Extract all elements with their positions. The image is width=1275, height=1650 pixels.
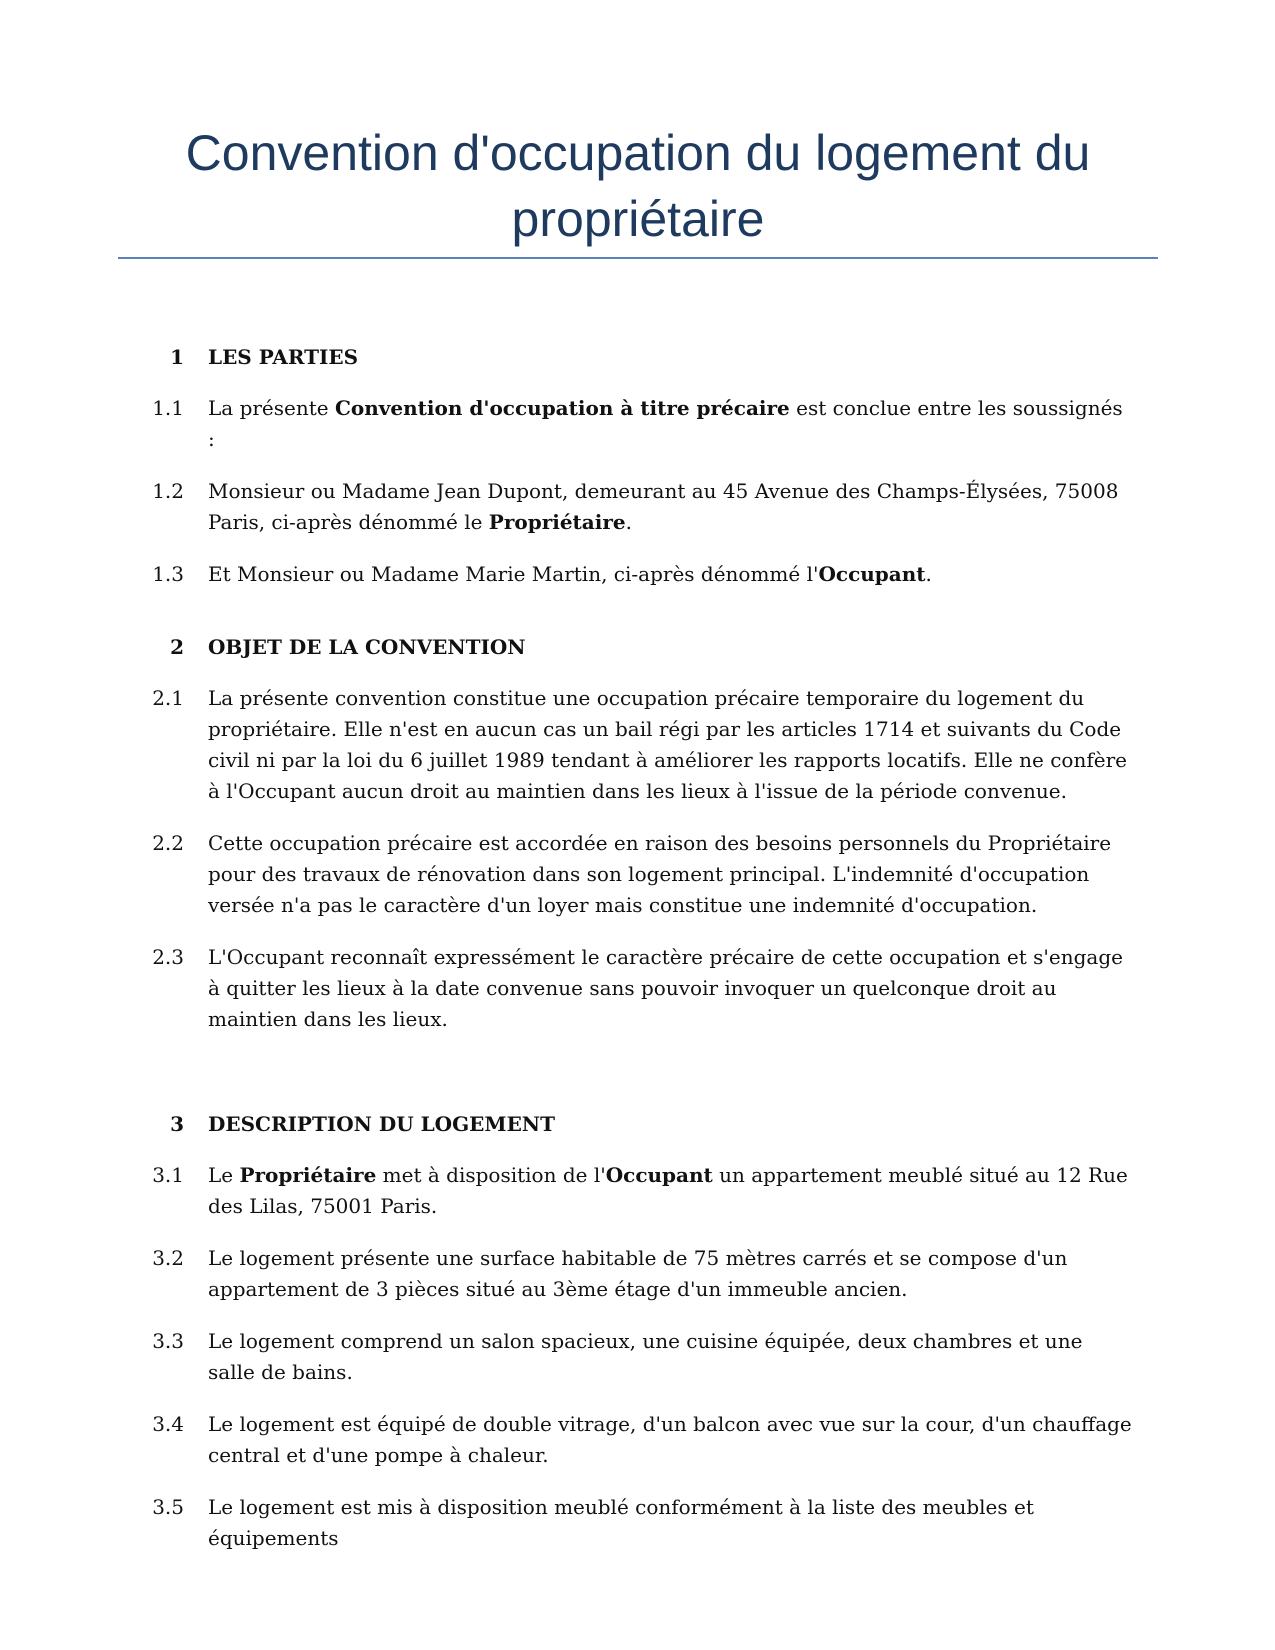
- clause-text-run: un appartement meublé situé au 12 Rue des Lilas, 75001 Paris.: [208, 1163, 1128, 1218]
- clause-text-run: met à disposition de l': [376, 1163, 606, 1187]
- defined-term: Occupant: [818, 562, 926, 586]
- section-title: OBJET DE LA CONVENTION: [208, 635, 526, 659]
- clause-number: 3.2: [152, 1246, 184, 1270]
- clause-text: [208, 828, 1133, 921]
- clause-text-run: La présente: [208, 396, 335, 420]
- clause-number: 2.3: [152, 945, 184, 969]
- title-line-1: Convention d'occupation du logement du: [185, 125, 1091, 181]
- clause-text: [208, 559, 1133, 590]
- defined-term: Occupant: [605, 1163, 713, 1187]
- section-objet-de-la-convention: [0, 632, 1275, 1035]
- clause-text-run: Le logement présente une surface habitable de 75 mètres carrés et se compose d'un appartement de 3 pièces situé au 3ème étage d'un immeuble ancien.: [208, 1246, 1068, 1301]
- clause-text-run: Monsieur ou Madame Jean Dupont, demeurant au 45 Avenue des Champs-Élysées, 75008 Paris, ci-après dénommé le: [208, 479, 1119, 534]
- clause-text: [208, 683, 1133, 807]
- clause-text-run: L'Occupant reconnaît expressément le caractère précaire de cette occupation et s'engage à quitter les lieux à la date convenue sans pouvoir invoquer un quelconque droit au maintien dans les lieux.: [208, 945, 1123, 1031]
- clause-text-run: .: [925, 562, 932, 586]
- clause-number: 2.1: [152, 686, 184, 710]
- clause-number: 1.2: [152, 479, 184, 503]
- clause-text: [208, 1160, 1133, 1222]
- clause-text-run: Le: [208, 1163, 240, 1187]
- clause: [0, 559, 1275, 590]
- clause: [0, 1326, 1275, 1388]
- clause-number: 2.2: [152, 831, 184, 855]
- defined-term: Propriétaire: [239, 1163, 377, 1187]
- clause-text-run: Et Monsieur ou Madame Marie Martin, ci-après dénommé l': [208, 562, 819, 586]
- clause: [0, 1160, 1275, 1222]
- clause-text-run: est conclue entre les soussignés :: [208, 396, 1123, 451]
- clause-text: [208, 1409, 1133, 1471]
- clause: [0, 683, 1275, 807]
- section-title: DESCRIPTION DU LOGEMENT: [208, 1112, 555, 1136]
- section-number: 3: [170, 1112, 184, 1136]
- clause: [0, 1243, 1275, 1305]
- clause: [0, 828, 1275, 921]
- section-heading: [0, 1109, 1275, 1139]
- clause-text: [208, 1492, 1133, 1554]
- clause-text-run: .: [625, 510, 632, 534]
- document-title: [118, 120, 1158, 252]
- clause: [0, 942, 1275, 1035]
- clause-text-run: Le logement est mis à disposition meublé conformément à la liste des meubles et équipements: [208, 1495, 1034, 1550]
- clause-number: 3.3: [152, 1329, 184, 1353]
- section-heading: [0, 632, 1275, 662]
- clause-number: 1.1: [152, 396, 184, 420]
- clause-text-run: La présente convention constitue une occupation précaire temporaire du logement du propriétaire. Elle n'est en aucun cas un bail régi par les articles 1714 et suivants du Code civil ni par la loi du 6 juillet 1989 tendant à améliorer les rapports locatifs. Elle ne confère à l'Occupant aucun droit au maintien dans les lieux à l'issue de la période convenue.: [208, 686, 1127, 803]
- clause-text: [208, 393, 1133, 455]
- clause-text-run: Le logement comprend un salon spacieux, une cuisine équipée, deux chambres et une salle de bains.: [208, 1329, 1083, 1384]
- clause: [0, 476, 1275, 538]
- clause-text: [208, 942, 1133, 1035]
- clause: [0, 393, 1275, 455]
- clause: [0, 1492, 1275, 1554]
- defined-term: Propriétaire: [488, 510, 626, 534]
- clause-number: 3.5: [152, 1495, 184, 1519]
- section-description-du-logement: [0, 1109, 1275, 1554]
- clause-text: [208, 1326, 1133, 1388]
- clause-number: 3.4: [152, 1412, 184, 1436]
- clause: [0, 1409, 1275, 1471]
- clause-number: 1.3: [152, 562, 184, 586]
- section-title: LES PARTIES: [208, 345, 359, 369]
- title-line-2: propriétaire: [511, 191, 765, 247]
- clause-text: [208, 1243, 1133, 1305]
- section-number: 1: [170, 345, 184, 369]
- section-les-parties: [0, 342, 1275, 590]
- defined-term: Convention d'occupation à titre précaire: [334, 396, 790, 420]
- clause-number: 3.1: [152, 1163, 184, 1187]
- title-underline: [118, 257, 1158, 259]
- clause-text: [208, 476, 1133, 538]
- section-number: 2: [170, 635, 184, 659]
- section-heading: [0, 342, 1275, 372]
- clause-text-run: Le logement est équipé de double vitrage, d'un balcon avec vue sur la cour, d'un chauffage central et d'une pompe à chaleur.: [208, 1412, 1132, 1467]
- clause-text-run: Cette occupation précaire est accordée en raison des besoins personnels du Propriétaire pour des travaux de rénovation dans son logement principal. L'indemnité d'occupation versée n'a pas le caractère d'un loyer mais constitue une indemnité d'occupation.: [208, 831, 1112, 917]
